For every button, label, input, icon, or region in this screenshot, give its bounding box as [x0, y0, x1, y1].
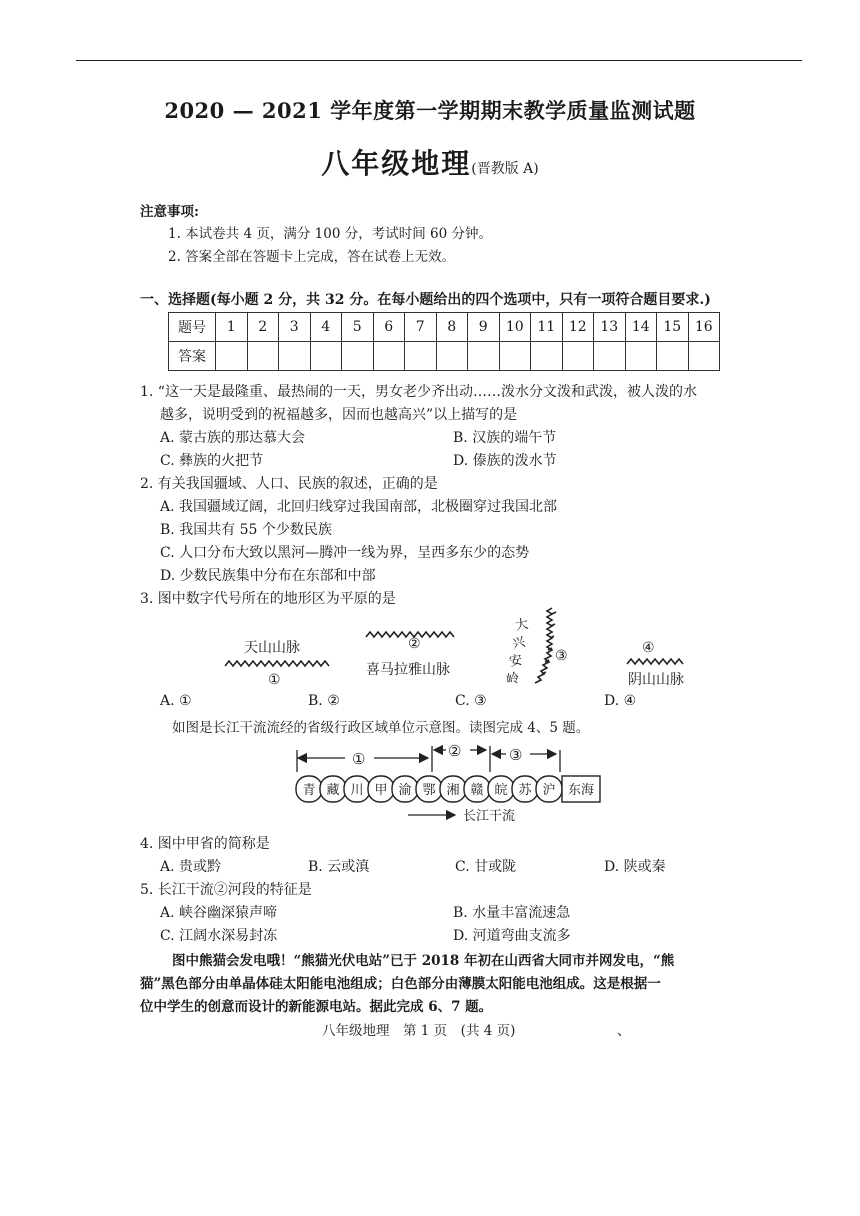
- answer-cell: [279, 342, 311, 371]
- question-number: 14: [625, 313, 657, 342]
- mountains-figure: [0, 600, 860, 695]
- q67-intro-line2: 猫”黑色部分由单晶体硅太阳能电池组成；白色部分由薄膜太阳能电池组成。这是根据一: [140, 976, 661, 992]
- option-d: D. 河道弯曲支流多: [453, 928, 571, 944]
- question-number: 2: [247, 313, 279, 342]
- footer-mark: 、: [617, 1023, 631, 1039]
- answer-cell: [310, 342, 342, 371]
- answer-cell: [562, 342, 594, 371]
- option-a: A. 峡谷幽深猿声啼: [160, 905, 278, 921]
- province-yu: 渝: [398, 783, 412, 798]
- label-daxinganling-2: 兴: [511, 634, 527, 652]
- answer-cell: [688, 342, 720, 371]
- province-wan: 皖: [494, 783, 508, 798]
- question-number: 12: [562, 313, 594, 342]
- question-number: 9: [468, 313, 500, 342]
- notes-heading: 注意事项:: [140, 204, 199, 220]
- question-number: 15: [657, 313, 689, 342]
- option-a: A. 贵或黔: [160, 859, 222, 875]
- marker-1: ①: [268, 672, 281, 688]
- option-c: C. 甘或陇: [455, 859, 517, 875]
- option-b: B. 云或滇: [308, 859, 370, 875]
- option-a: A. 蒙古族的那达慕大会: [160, 430, 306, 446]
- subject-name: 八年级地理: [321, 147, 472, 180]
- table-row: [169, 342, 720, 371]
- q67-intro-line1: 图中熊猫会发电哦！“熊猫光伏电站”已于 2018 年初在山西省大同市并网发电，“熊: [172, 953, 675, 969]
- answer-cell: [499, 342, 531, 371]
- province-e: 鄂: [422, 783, 436, 798]
- marker-2: ②: [408, 636, 421, 652]
- answer-cell: [657, 342, 689, 371]
- answer-cell: [625, 342, 657, 371]
- province-zang: 藏: [326, 783, 340, 798]
- flow-label: 长江干流: [463, 809, 516, 824]
- question-number: 5: [342, 313, 374, 342]
- exam-title: 2020 — 2021 学年度第一学期期末教学质量监测试题: [164, 98, 696, 123]
- sea-label: 东海: [567, 783, 595, 798]
- question-number: 6: [373, 313, 405, 342]
- label-daxinganling-1: 大: [514, 616, 530, 634]
- note-item: 1. 本试卷共 4 页，满分 100 分，考试时间 60 分钟。: [168, 226, 492, 242]
- answer-cell: [373, 342, 405, 371]
- option-d: D. 少数民族集中分布在东部和中部: [160, 568, 376, 584]
- option-c: C. 人口分布大致以黑河—腾冲一线为界，呈西多东少的态势: [160, 545, 530, 561]
- question-number: 13: [594, 313, 626, 342]
- label-yinshan: 阴山山脉: [628, 672, 684, 688]
- answer-cell: [594, 342, 626, 371]
- question-2-stem: 2. 有关我国疆域、人口、民族的叙述，正确的是: [140, 476, 438, 492]
- question-number: 3: [279, 313, 311, 342]
- yangtze-diagram: [0, 738, 860, 828]
- question-number: 7: [405, 313, 437, 342]
- answer-cell: [405, 342, 437, 371]
- province-xiang: 湘: [446, 783, 460, 798]
- option-b: B. ②: [308, 693, 340, 709]
- option-a: A. 我国疆域辽阔，北回归线穿过我国南部，北极圈穿过我国北部: [160, 499, 558, 515]
- q45-intro: 如图是长江干流流经的省级行政区域单位示意图。读图完成 4、5 题。: [172, 720, 590, 736]
- mountain-symbol-yinshan: [627, 659, 683, 664]
- option-d: D. 陕或秦: [604, 859, 666, 875]
- question-number: 11: [531, 313, 563, 342]
- label-daxinganling-3: 安: [508, 652, 524, 670]
- option-c: C. 彝族的火把节: [160, 453, 264, 469]
- option-b: B. 汉族的端午节: [453, 430, 557, 446]
- answer-cell: [531, 342, 563, 371]
- label-daxinganling-4: 岭: [505, 670, 521, 688]
- label-himalaya: 喜马拉雅山脉: [366, 662, 450, 678]
- marker-4: ④: [642, 640, 655, 656]
- top-rule: [76, 60, 802, 61]
- question-number: 16: [688, 313, 720, 342]
- note-item: 2. 答案全部在答题卡上完成，答在试卷上无效。: [168, 249, 456, 265]
- answer-cell: [247, 342, 279, 371]
- option-d: D. 傣族的泼水节: [453, 453, 557, 469]
- province-chuan: 川: [350, 783, 364, 798]
- option-c: C. 江阔水深易封冻: [160, 928, 278, 944]
- mountain-symbol-daxinganling: [535, 608, 556, 683]
- mountain-symbol-tianshan: [225, 661, 329, 666]
- question-1-stem-cont: 越多，说明受到的祝福越多，因而也越高兴”以上描写的是: [160, 407, 518, 423]
- segment-3-label: ③: [509, 746, 523, 764]
- edition-label: (晋教版 A): [471, 161, 539, 177]
- segment-1-label: ①: [352, 750, 366, 768]
- province-jia: 甲: [374, 783, 388, 798]
- option-a: A. ①: [160, 693, 192, 709]
- province-qing: 青: [302, 783, 316, 798]
- question-5-stem: 5. 长江干流②河段的特征是: [140, 882, 312, 898]
- answer-cell: [436, 342, 468, 371]
- table-header-label: 题号: [169, 313, 216, 342]
- option-d: D. ④: [604, 693, 637, 709]
- table-row: [169, 313, 720, 342]
- option-b: B. 水量丰富流速急: [453, 905, 571, 921]
- label-tianshan: 天山山脉: [244, 640, 300, 656]
- question-number: 10: [499, 313, 531, 342]
- marker-3: ③: [555, 648, 568, 664]
- page-footer: 八年级地理 第 1 页 (共 4 页): [322, 1023, 516, 1039]
- answer-table: [168, 312, 720, 371]
- option-c: C. ③: [455, 693, 487, 709]
- answer-cell: [216, 342, 248, 371]
- province-gan: 赣: [470, 783, 484, 798]
- table-answer-label: 答案: [169, 342, 216, 371]
- section-heading: 一、选择题(每小题 2 分，共 32 分。在每小题给出的四个选项中，只有一项符合题目要求.): [140, 292, 711, 308]
- answer-cell: [468, 342, 500, 371]
- q67-intro-line3: 位中学生的创意而设计的新能源电站。据此完成 6、7 题。: [140, 999, 493, 1015]
- answer-cell: [342, 342, 374, 371]
- question-number: 8: [436, 313, 468, 342]
- question-1-stem: 1. “这一天是最隆重、最热闹的一天，男女老少齐出动……泼水分文泼和武泼，被人泼的水: [140, 384, 697, 400]
- question-3-stem: 3. 图中数字代号所在的地形区为平原的是: [140, 591, 396, 607]
- segment-2-label: ②: [448, 742, 462, 760]
- subject-title: [0, 142, 860, 182]
- question-number: 1: [216, 313, 248, 342]
- province-su: 苏: [518, 783, 532, 798]
- question-number: 4: [310, 313, 342, 342]
- province-hu: 沪: [542, 783, 556, 798]
- option-b: B. 我国共有 55 个少数民族: [160, 522, 332, 538]
- question-4-stem: 4. 图中甲省的简称是: [140, 836, 270, 852]
